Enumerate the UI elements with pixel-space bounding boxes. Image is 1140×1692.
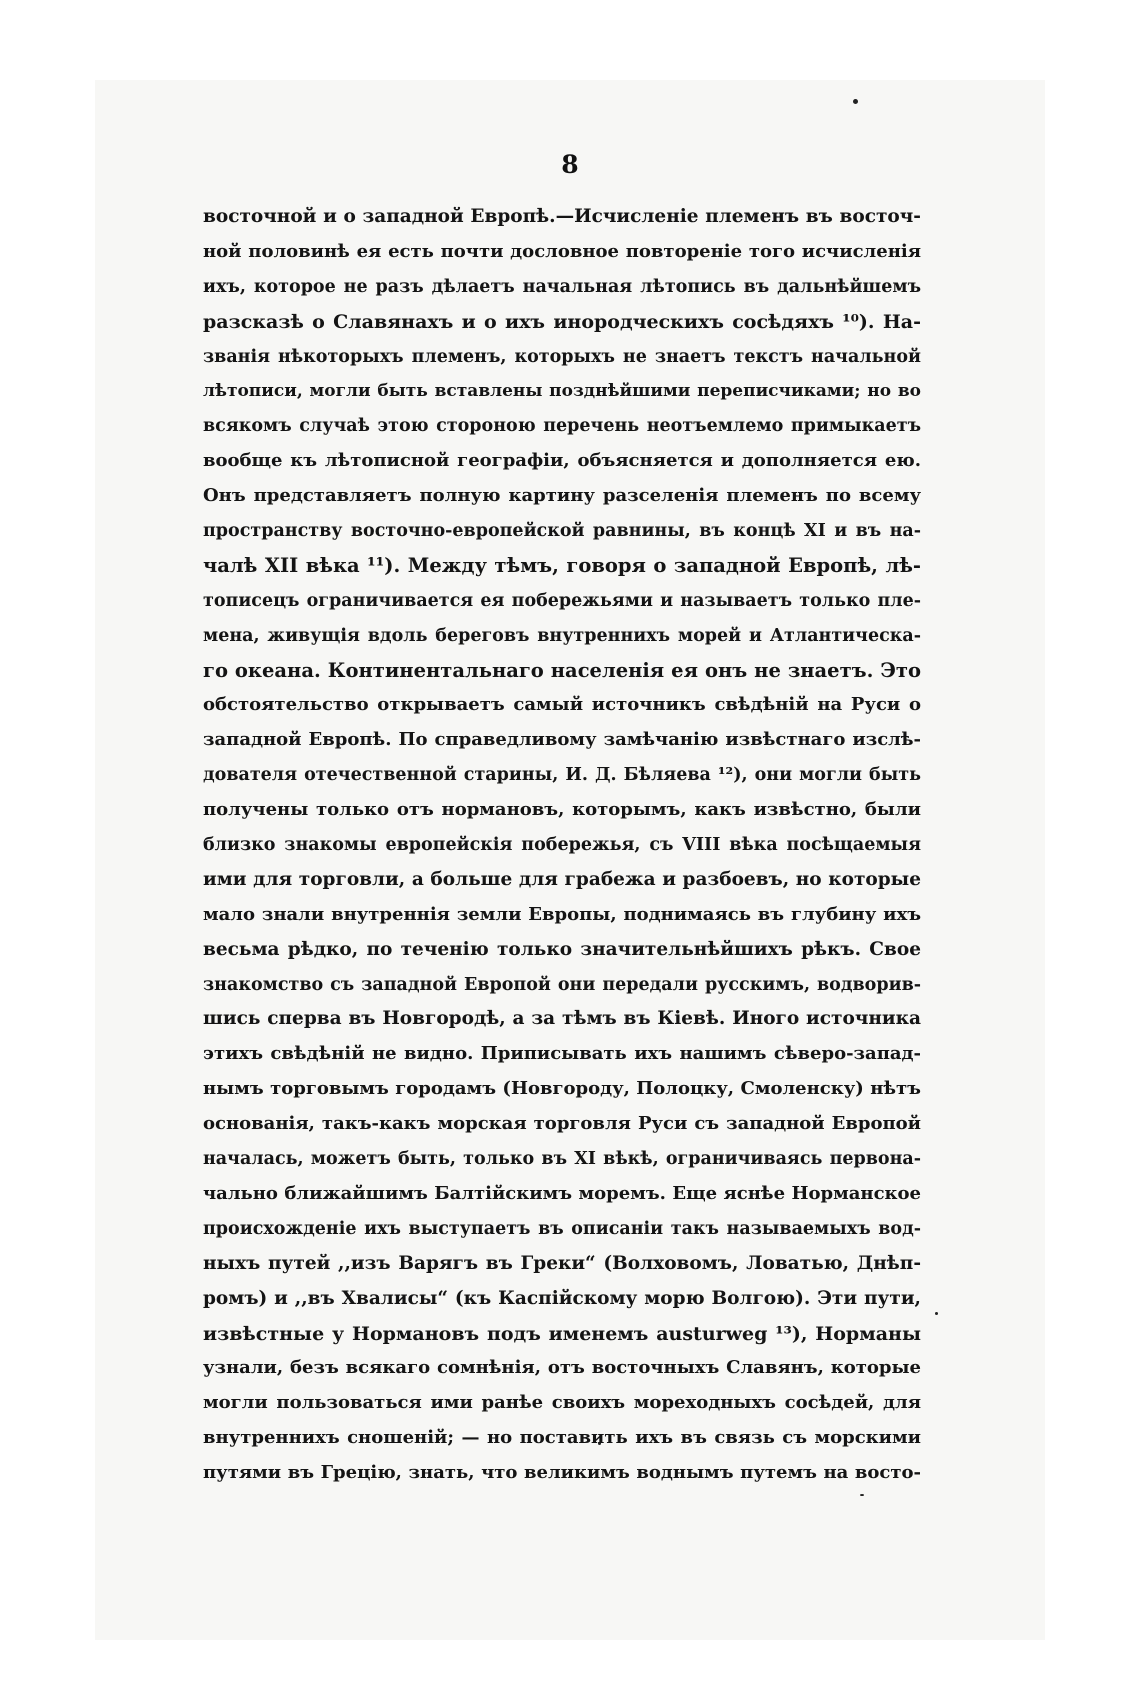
text-line: обстоятельство открываетъ самый источникъ свѣдѣній на Руси о [203,694,921,716]
text-line: го океана. Континентальнаго населенія ея онъ не знаетъ. Это [203,658,921,682]
page-number: 8 [561,150,579,179]
text-line: лѣтописи, могли быть вставлены позднѣйшими переписчиками; но во [203,381,921,402]
text-line: основанія, такъ-какъ морская торговля Руси съ западной Европой [203,1113,921,1135]
text-line: узнали, безъ всякаго сомнѣнія, отъ восточныхъ Славянъ, которые [203,1357,921,1379]
text-line: всякомъ случаѣ этою стороною перечень неотъемлемо примыкаетъ [203,416,921,437]
text-line: происхожденіе ихъ выступаетъ въ описаніи такъ называемыхъ вод- [203,1218,921,1239]
text-line: весьма рѣдко, по теченію только значительнѣйшихъ рѣкъ. Свое [203,938,921,960]
text-line: ромъ) и ,,въ Хвалисы“ (къ Каспійскому морю Волгою). Эти пути, [203,1287,921,1309]
text-line: извѣстные у Нормановъ подъ именемъ austurweg ¹³), Норманы [203,1322,921,1345]
speck-mark [935,1312,938,1315]
text-line: восточной и о западной Европѣ.—Исчисленіе племенъ въ восточ- [203,206,921,227]
text-line: получены только отъ нормановъ, которымъ, какъ извѣстно, были [203,799,921,821]
text-line: шись сперва въ Новгородѣ, а за тѣмъ въ Кіевѣ. Иного источника [203,1008,921,1030]
text-line: западной Европѣ. По справедливому замѣчанію извѣстнаго изслѣ- [203,729,921,751]
speck-mark [860,1494,864,1496]
text-line: могли пользоваться ими ранѣе своихъ мореходныхъ сосѣдей, для [203,1392,921,1414]
speck-mark [853,99,858,104]
text-line: путями въ Грецію, знать, что великимъ воднымъ путемъ на восто- [203,1462,921,1484]
text-line: Онъ представляетъ полную картину разселенія племенъ по всему [203,485,921,507]
text-line: разсказѣ о Славянахъ и о ихъ инородческихъ сосѣдяхъ ¹⁰). На- [203,310,921,333]
text-line: тописецъ ограничивается ея побережьями и называетъ только пле- [203,590,921,611]
text-line: этихъ свѣдѣній не видно. Приписывать ихъ нашимъ сѣверо-запад- [203,1043,921,1065]
text-line: началась, можетъ быть, только въ XI вѣкѣ, ограничиваясь первона- [203,1149,921,1170]
body-text [203,200,921,1491]
text-line: дователя отечественной старины, И. Д. Бѣляева ¹²), они могли быть [203,765,921,786]
text-line: ной половинѣ ея есть почти дословное повтореніе того исчисленія [203,240,921,262]
text-line: ими для торговли, а больше для грабежа и разбоевъ, но которые [203,868,921,890]
text-line: знакомство съ западной Европой они передали русскимъ, водворив- [203,974,921,995]
text-line: нымъ торговымъ городамъ (Новгороду, Полоцку, Смоленску) нѣтъ [203,1078,921,1100]
text-line: чалѣ XII вѣка ¹¹). Между тѣмъ, говоря о западной Европѣ, лѣ- [203,553,921,577]
text-line: мена, живущія вдоль береговъ внутреннихъ морей и Атлантическа- [203,625,921,646]
text-line: мало знали внутреннія земли Европы, поднимаясь въ глубину ихъ [203,903,921,925]
text-line: ихъ, которое не разъ дѣлаетъ начальная лѣтопись въ дальнѣйшемъ [203,276,921,297]
text-line: ныхъ путей ,,изъ Варягъ въ Греки“ (Волховомъ, Ловатью, Днѣп- [203,1252,921,1274]
text-line: внутреннихъ сношеній; — но поставить ихъ въ связь съ морскими [203,1427,921,1449]
text-line: близко знакомы европейскія побережья, съ VIII вѣка посѣщаемыя [203,835,921,856]
text-line: званія нѣкоторыхъ племенъ, которыхъ не знаетъ текстъ начальной [203,346,921,367]
text-line: пространству восточно-европейской равнины, въ концѣ XI и въ на- [203,521,921,542]
text-line: чально ближайшимъ Балтійскимъ моремъ. Еще яснѣе Норманское [203,1182,921,1204]
text-line: вообще къ лѣтописной географіи, объясняется и дополняется ею. [203,450,921,472]
